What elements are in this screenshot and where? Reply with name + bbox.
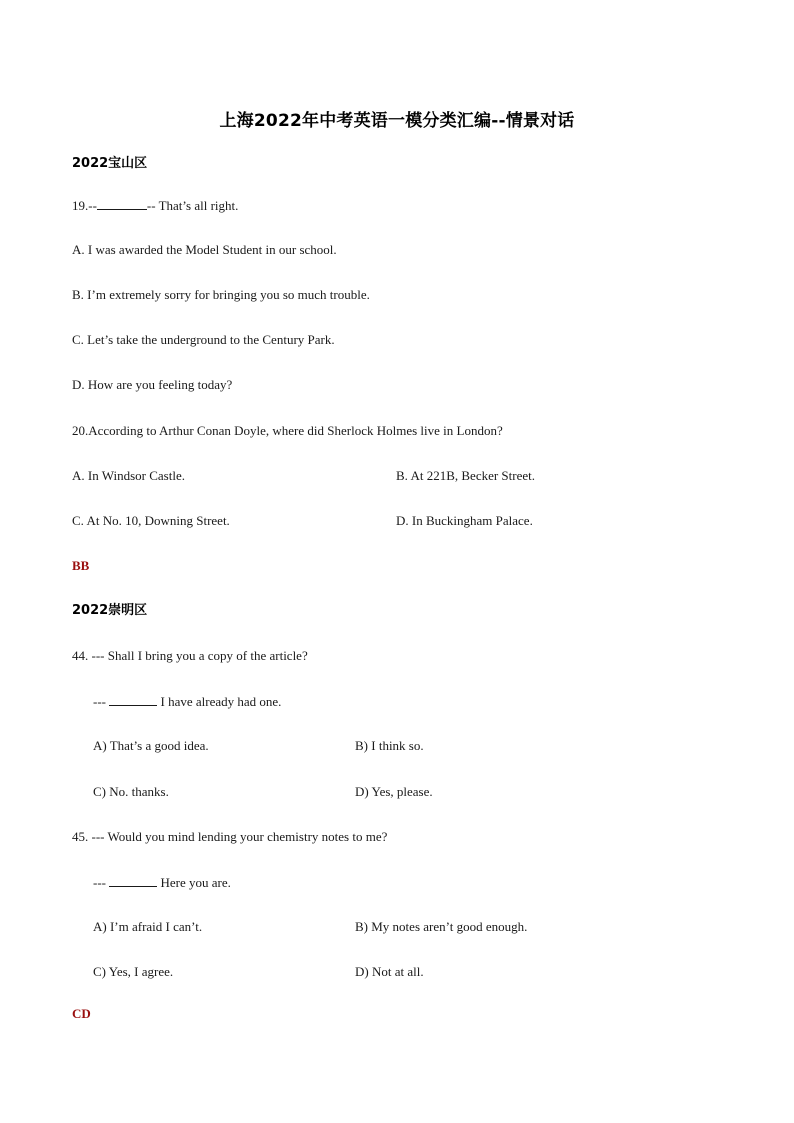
answer-blank bbox=[109, 874, 157, 887]
question-45-option-c: C) Yes, I agree. bbox=[93, 964, 174, 979]
question-19-option-b: B. I’m extremely sorry for bringing you so much trouble. bbox=[72, 287, 370, 302]
question-44-reply bbox=[93, 693, 281, 710]
answer-blank bbox=[97, 197, 147, 210]
question-19-suffix: -- That’s all right. bbox=[146, 198, 239, 213]
question-45-option-b: B) My notes aren’t good enough. bbox=[355, 919, 528, 934]
question-20-option-c: C. At No. 10, Downing Street. bbox=[72, 513, 230, 528]
answer-blank bbox=[109, 693, 157, 706]
question-19-option-c: C. Let’s take the underground to the Century Park. bbox=[72, 332, 335, 347]
section-heading-baoshan: 2022宝山区 bbox=[72, 156, 148, 171]
question-19-stem bbox=[72, 197, 238, 214]
question-20-stem: 20.According to Arthur Conan Doyle, where did Sherlock Holmes live in London? bbox=[72, 423, 503, 438]
question-45-stem: 45. --- Would you mind lending your chemistry notes to me? bbox=[72, 829, 388, 844]
question-20-option-a: A. In Windsor Castle. bbox=[72, 468, 185, 483]
question-45-option-a: A) I’m afraid I can’t. bbox=[93, 919, 203, 934]
question-20-option-b: B. At 221B, Becker Street. bbox=[396, 468, 536, 483]
question-45-reply bbox=[93, 874, 231, 891]
question-45-reply-suffix: Here you are. bbox=[157, 875, 231, 890]
question-44-option-b: B) I think so. bbox=[355, 738, 424, 753]
question-44-reply-suffix: I have already had one. bbox=[157, 694, 282, 709]
question-44-stem: 44. --- Shall I bring you a copy of the article? bbox=[72, 648, 308, 663]
question-20-option-d: D. In Buckingham Palace. bbox=[396, 513, 533, 528]
question-44-option-d: D) Yes, please. bbox=[355, 784, 433, 799]
question-44-option-a: A) That’s a good idea. bbox=[93, 738, 209, 753]
question-44-option-c: C) No. thanks. bbox=[93, 784, 169, 799]
answer-key-chongming: CD bbox=[72, 1006, 91, 1021]
section-heading-chongming: 2022崇明区 bbox=[72, 603, 148, 618]
question-45-reply-prefix: --- bbox=[93, 875, 110, 890]
answer-key-baoshan: BB bbox=[72, 558, 90, 573]
question-19-prefix: 19.-- bbox=[72, 198, 97, 213]
question-19-option-a: A. I was awarded the Model Student in our school. bbox=[72, 242, 337, 257]
question-44-reply-prefix: --- bbox=[93, 694, 110, 709]
page-title: 上海2022年中考英语一模分类汇编--情景对话 bbox=[219, 111, 575, 131]
question-45-option-d: D) Not at all. bbox=[355, 964, 424, 979]
question-19-option-d: D. How are you feeling today? bbox=[72, 377, 233, 392]
